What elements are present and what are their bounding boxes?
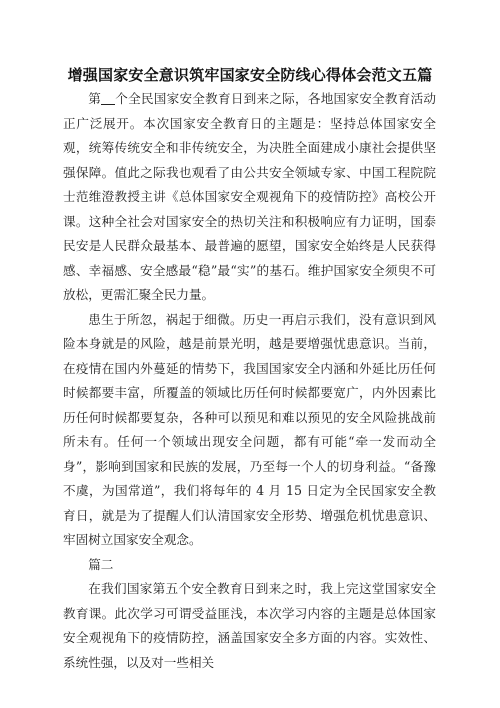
paragraph-2: 患生于所忽，祸起于细微。历史一再启示我们，没有意识到风险本身就是的风险，越是前景光明，越是要增强忧患意识。当前，在疫情在国内外蔓延的情势下，我国国家安全内涵和外延比历任何时候都要丰富，所覆盖的领域比历任何时候都要宽广，内外因素比历任何时候都要复杂，各种可以预见和难以预见的安全风险挑战前所未有。任何一个领域出现安全问题，都有可能“牵一发而动全身”，影响到国家和民族的发展，乃至每一个人的切身利益。“备豫不虞，为国常道”，我们将每年的 4 月 15 日定为全民国家安全教育日，就是为了提醒人们认清国家安全形势、增强危机忧患意识、牢固树立国家安全观念。 xyxy=(63,311,436,547)
blank-underline xyxy=(101,92,115,105)
paragraph-1-text: 个全民国家安全教育日到来之际，各地国家安全教育活动正广泛展开。本次国家安全教育日的主题是：坚持总体国家安全观，统筹传统安全和非传统安全，为决胜全面建成小康社会提供坚强保障。值此之际我也观看了由公共安全领域专家、中国工程院院士范维澄教授主讲《总体国家安全观视角下的疫情防控》高校公开课。这种全社会对国家安全的热切关注和积极响应有力证明，国泰民安是人民群众最基本、最普遍的愿望，国家安全始终是人民获得感、幸福感、安全感最“稳”最“实”的基石。维护国家安全须臾不可放松，更需汇聚全民力量。 xyxy=(63,91,437,302)
paragraph-3: 在我们国家第五个安全教育日到来之时，我上完这堂国家安全教育课。此次学习可谓受益匪浅，本次学习内容的主题是总体国家安全观视角下的疫情防控，涵盖国家安全多方面的内容。实效性、系统性强，以及对一些相关 xyxy=(63,581,436,670)
paragraph-1 xyxy=(63,87,436,308)
section-heading-2: 篇二 xyxy=(88,556,114,572)
paragraph-1-start: 第 xyxy=(88,91,102,106)
document-body xyxy=(63,87,436,675)
document-title: 增强国家安全意识筑牢国家安全防线心得体会范文五篇 xyxy=(67,66,433,84)
